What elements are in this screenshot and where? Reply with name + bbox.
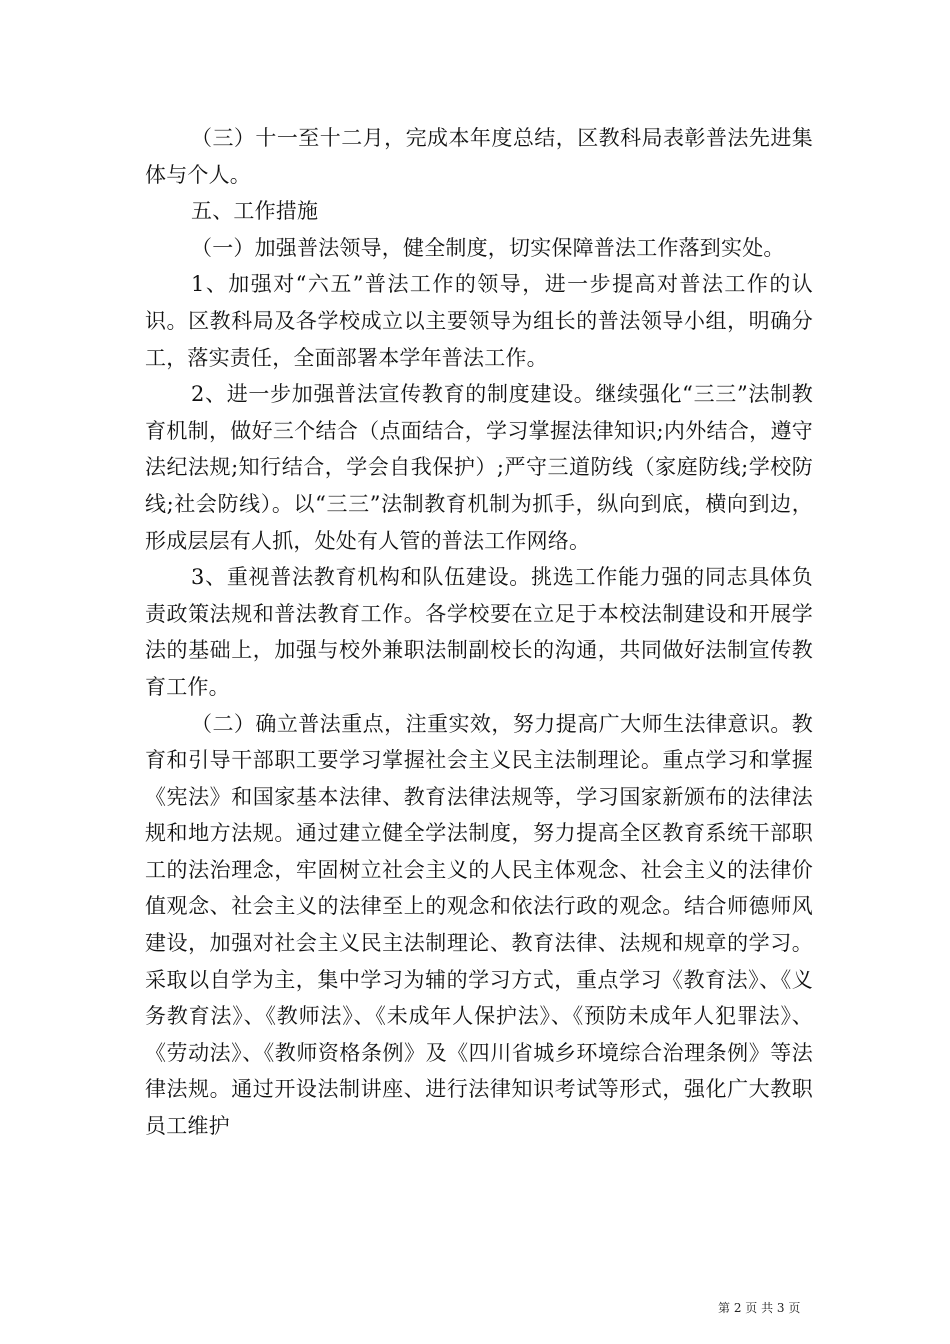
document-body (145, 120, 813, 1145)
paragraph-schedule-item-3: （三）十一至十二月，完成本年度总结，区教科局表彰普法先进集体与个人。 (145, 126, 813, 187)
paragraph-item-1: 1、加强对“六五”普法工作的领导，进一步提高对普法工作的认识。区教科局及各学校成立以主要领导为组长的普法领导小组，明确分工，落实责任，全面部署本学年普法工作。 (145, 272, 813, 370)
page-number-footer: 第 2 页 共 3 页 (718, 1301, 801, 1315)
paragraph-item-2: 2、进一步加强普法宣传教育的制度建设。继续强化“三三”法制教育机制，做好三个结合（点面结合，学习掌握法律知识;内外结合，遵守法纪法规;知行结合，学会自我保护）;严守三道防线（家庭防线;学校防线;社会防线）。以“三三”法制教育机制为抓手，纵向到底，横向到边，形成层层有人抓，处处有人管的普法工作网络。 (145, 382, 813, 553)
section-heading-work-measures: 五、工作措施 (191, 199, 319, 224)
paragraph-key-points: （二）确立普法重点，注重实效，努力提高广大师生法律意识。教育和引导干部职工要学习掌握社会主义民主法制理论。重点学习和掌握《宪法》和国家基本法律、教育法律法规等，学习国家新颁布的法律法规和地方法规。通过建立健全学法制度，努力提高全区教育系统干部职工的法治理念，牢固树立社会主义的人民主体观念、社会主义的法律价值观念、社会主义的法律至上的观念和依法行政的观念。结合师德师风建设，加强对社会主义民主法制理论、教育法律、法规和规章的学习。采取以自学为主，集中学习为辅的学习方式，重点学习《教育法》、《义务教育法》、《教师法》、《未成年人保护法》、《预防未成年人犯罪法》、《劳动法》、《教师资格条例》及《四川省城乡环境综合治理条例》等法律法规。通过开设法制讲座、进行法律知识考试等形式，强化广大教职员工维护 (145, 711, 813, 1139)
subheading-strengthen-leadership: （一）加强普法领导，健全制度，切实保障普法工作落到实处。 (191, 235, 785, 260)
paragraph-item-3: 3、重视普法教育机构和队伍建设。挑选工作能力强的同志具体负责政策法规和普法教育工作。各学校要在立足于本校法制建设和开展学法的基础上，加强与校外兼职法制副校长的沟通，共同做好法制宣传教育工作。 (145, 565, 813, 699)
